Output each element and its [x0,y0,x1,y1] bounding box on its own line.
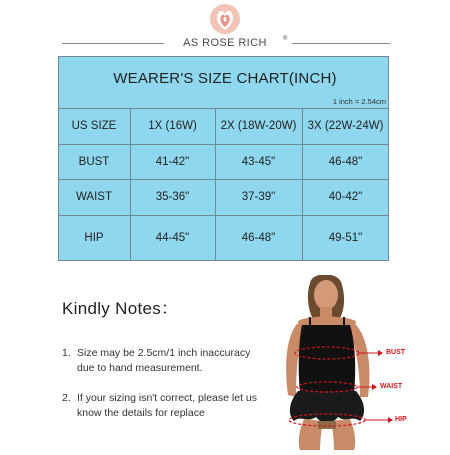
hip-2x: 46-48" [241,232,276,244]
bust-measure-label: BUST [386,349,406,356]
notes-title: Kindly Notes： [62,299,179,318]
note-text: Size may be 2.5cm/1 inch inaccuracy due to hand measurement. [77,347,251,374]
header-size-1x: 1X (16W) [148,120,197,132]
model-photo [258,275,408,450]
row-label-hip: HIP [84,232,104,244]
brand-name: AS ROSE RICH [183,37,267,49]
bust-1x: 41-42" [155,155,190,168]
model-illustration [258,275,408,450]
header-size-2x: 2X (18W-20W) [220,120,297,132]
unit-conversion-note: 1 inch = 2.54cm [332,97,386,106]
waist-2x: 37-39" [241,191,276,203]
row-label-waist: WAIST [76,191,112,203]
hip-1x: 44-45" [155,232,190,244]
bust-2x: 43-45" [241,155,276,168]
hip-3x: 49-51" [328,232,363,244]
hip-measure-label: HIP [395,416,407,423]
rose-logo-icon [203,3,247,39]
registered-mark: ® [283,36,288,42]
row-label-bust: BUST [78,155,110,168]
waist-1x: 35-36" [155,191,190,203]
note-text: If your sizing isn't correct, please let us know the details for replace [77,392,257,419]
note-number: 1. [62,347,71,359]
size-table [58,108,389,261]
size-chart-title: WEARER'S SIZE CHART(INCH) [113,70,337,87]
header-size-3x: 3X (22W-24W) [307,120,384,132]
bust-3x: 46-48" [328,155,363,168]
waist-measure-label: WAIST [380,383,403,390]
waist-3x: 40-42" [328,191,363,203]
note-number: 2. [62,392,71,404]
header-us-size: US SIZE [71,120,117,132]
